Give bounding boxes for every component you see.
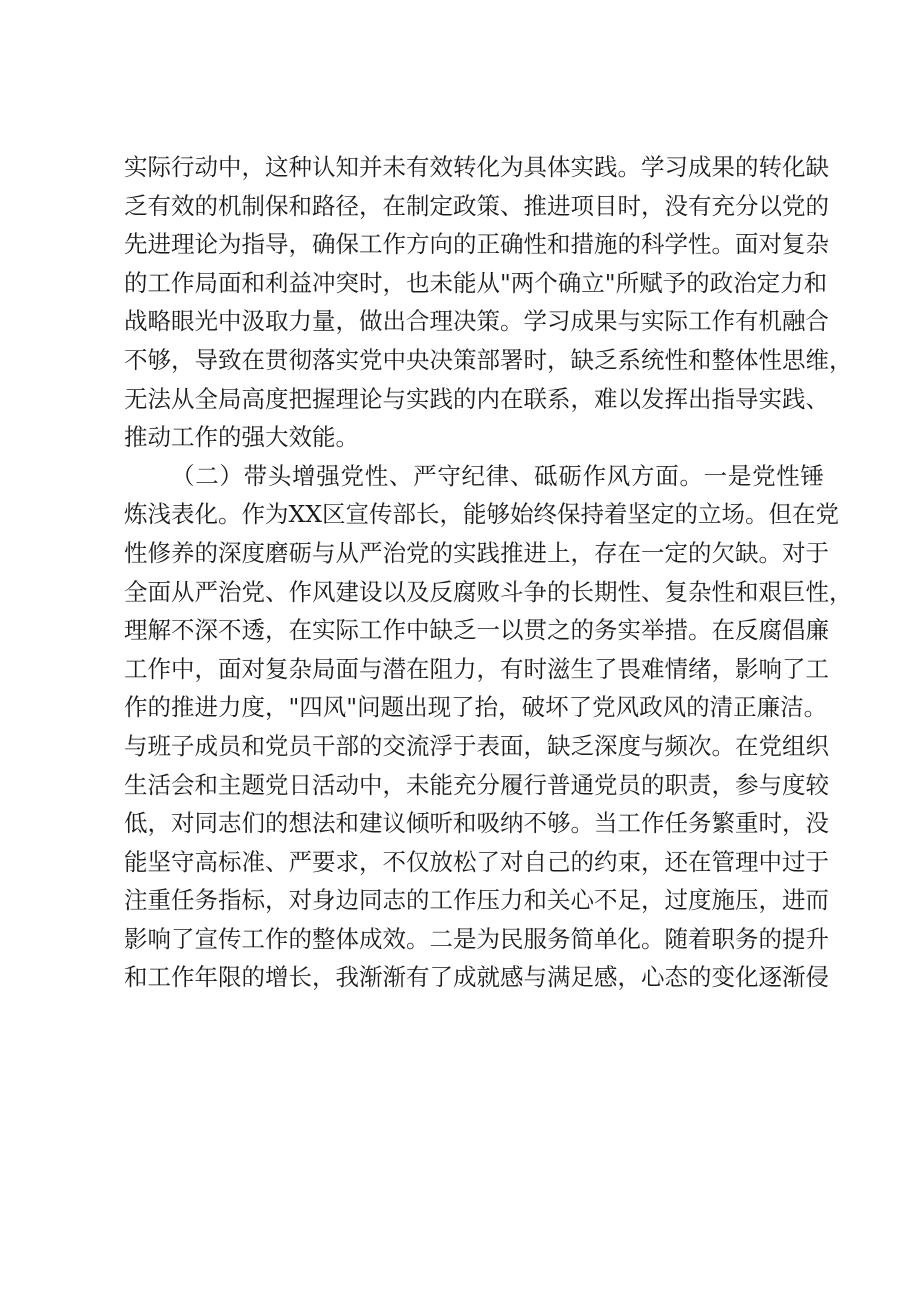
text-line: 实际行动中，这种认知并未有效转化为具体实践。学习成果的转化缺 xyxy=(124,153,829,181)
text-line: 作的推进力度，"四风"问题出现了抬，破坏了党风政风的清正廉洁。 xyxy=(124,693,828,722)
text-line: 性修养的深度磨砺与从严治党的实践推进上，存在一定的欠缺。对于 xyxy=(124,538,829,567)
text-line: 生活会和主题党日活动中，未能充分履行普通党员的职责，参与度较 xyxy=(124,770,829,799)
text-line: 能坚守高标准、严要求，不仅放松了对自己的约束，还在管理中过于 xyxy=(124,847,829,876)
body-text xyxy=(124,148,853,997)
text-line: 影响了宣传工作的整体成效。二是为民服务简单化。随着职务的提升 xyxy=(124,924,829,953)
text-line: 先进理论为指导，确保工作方向的正确性和措施的科学性。面对复杂 xyxy=(124,230,829,259)
text-line: 战略眼光中汲取力量，做出合理决策。学习成果与实际工作有机融合 xyxy=(124,307,829,336)
text-line: 的工作局面和利益冲突时，也未能从"两个确立"所赋予的政治定力和 xyxy=(124,268,828,297)
text-line: 无法从全局高度把握理论与实践的内在联系，难以发挥出指导实践、 xyxy=(124,384,829,413)
text-line: 与班子成员和党员干部的交流浮于表面，缺乏深度与频次。在党组织 xyxy=(124,731,829,760)
text-line: 注重任务指标，对身边同志的工作压力和关心不足，过度施压，进而 xyxy=(124,886,829,915)
text-line: 炼浅表化。作为XX区宣传部长，能够始终保持着坚定的立场。但在党 xyxy=(124,500,839,529)
text-line: 全面从严治党、作风建设以及反腐败斗争的长期性、复杂性和艰巨性， xyxy=(124,577,853,606)
text-line: 低，对同志们的想法和建议倾听和吸纳不够。当工作任务繁重时，没 xyxy=(124,809,829,838)
section-heading-line: （二）带头增强党性、严守纪律、砥砺作风方面。一是党性锤 xyxy=(171,461,824,490)
text-line: 推动工作的强大效能。 xyxy=(124,423,359,452)
text-line: 乏有效的机制保和路径，在制定政策、推进项目时，没有充分以党的 xyxy=(124,191,829,220)
text-line: 和工作年限的增长，我渐渐有了成就感与满足感，心态的变化逐渐侵 xyxy=(124,963,829,992)
text-line: 工作中，面对复杂局面与潜在阻力，有时滋生了畏难情绪，影响了工 xyxy=(124,654,829,683)
text-line: 理解不深不透，在实际工作中缺乏一以贯之的务实举措。在反腐倡廉 xyxy=(124,616,829,645)
text-line: 不够，导致在贯彻落实党中央决策部署时，缺乏系统性和整体性思维， xyxy=(124,345,853,374)
